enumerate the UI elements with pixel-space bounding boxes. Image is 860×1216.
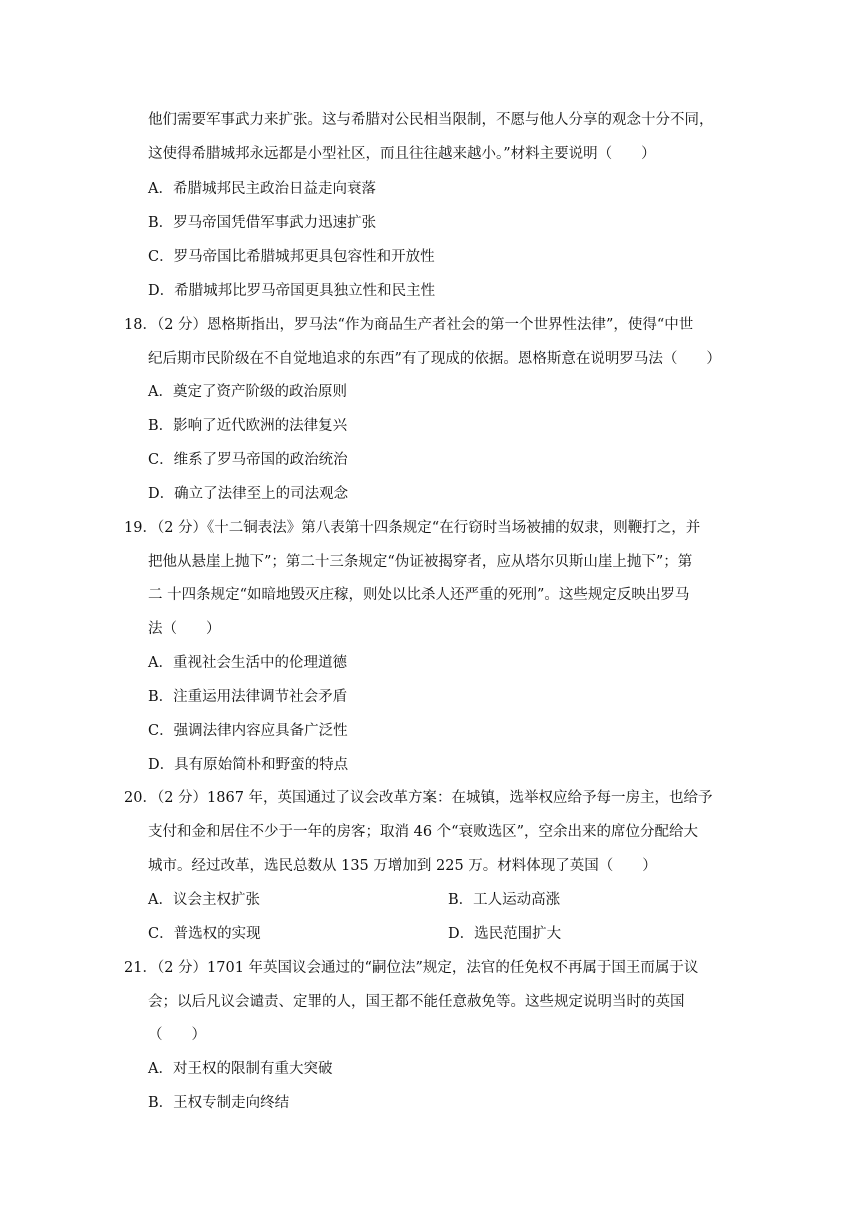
question-stem: 18．（2 分）恩格斯指出，罗马法“作为商品生产者社会的第一个世界性法律”，使得“中世 xyxy=(124,317,694,333)
option-b: B．王权专制走向终结 xyxy=(148,1095,290,1111)
option-c: C．罗马帝国比希腊城邦更具包容性和开放性 xyxy=(148,249,435,265)
option-b: B．工人运动高涨 xyxy=(448,892,561,908)
question-text-line: 会；以后凡议会谴责、定罪的人，国王都不能任意赦免等。这些规定说明当时的英国 xyxy=(148,994,685,1010)
question-stem: 20．（2 分）1867 年，英国通过了议会改革方案：在城镇，选举权应给予每一房主，也给予 xyxy=(124,790,713,806)
question-text-line: 这使得希腊城邦永远都是小型社区，而且往往越来越小。”材料主要说明（ ） xyxy=(148,146,656,162)
option-c: C．维系了罗马帝国的政治统治 xyxy=(148,452,348,468)
option-b: B．注重运用法律调节社会矛盾 xyxy=(148,689,348,705)
question-text-line: 法（ ） xyxy=(148,621,221,637)
option-c: C．强调法律内容应具备广泛性 xyxy=(148,723,348,739)
question-text-line: 城市。经过改革，选民总数从 135 万增加到 225 万。材料体现了英国（ ） xyxy=(148,858,657,874)
option-a: A．重视社会生活中的伦理道德 xyxy=(148,655,347,671)
option-d: D．希腊城邦比罗马帝国更具独立性和民主性 xyxy=(148,283,436,299)
option-a: A．希腊城邦民主政治日益走向衰落 xyxy=(148,181,376,197)
question-stem: 21．（2 分）1701 年英国议会通过的“嗣位法”规定，法官的任免权不再属于国王而属于议 xyxy=(124,960,699,976)
question-stem: 19．（2 分）《十二铜表法》第八表第十四条规定“在行窃时当场被捕的奴隶，则鞭打之，并 xyxy=(124,520,701,536)
question-text-line: （ ） xyxy=(148,1027,206,1043)
question-text-line: 支付和金和居住不少于一年的房客；取消 46 个“衰败选区”，空余出来的席位分配给大 xyxy=(148,824,698,840)
option-d: D．确立了法律至上的司法观念 xyxy=(148,486,349,502)
option-b: B．影响了近代欧洲的法律复兴 xyxy=(148,418,348,434)
option-c: C．普选权的实现 xyxy=(148,926,261,942)
option-d: D．选民范围扩大 xyxy=(448,926,562,942)
question-text-line: 纪后期市民阶级在不自觉地追求的东西”有了现成的依据。恩格斯意在说明罗马法（ ） xyxy=(148,351,721,367)
option-a: A．议会主权扩张 xyxy=(148,892,260,908)
option-d: D．具有原始简朴和野蛮的特点 xyxy=(148,757,349,773)
option-a: A．奠定了资产阶级的政治原则 xyxy=(148,384,347,400)
question-text-line: 二 十四条规定“如暗地毁灭庄稼，则处以比杀人还严重的死刑”。这些规定反映出罗马 xyxy=(148,587,690,603)
option-b: B．罗马帝国凭借军事武力迅速扩张 xyxy=(148,215,377,231)
question-text-line: 把他从悬崖上抛下”；第二十三条规定“伪证被揭穿者，应从塔尔贝斯山崖上抛下”；第 xyxy=(148,554,693,570)
question-text-line: 他们需要军事武力来扩张。这与希腊对公民相当限制，不愿与他人分享的观念十分不同， xyxy=(148,112,714,128)
option-a: A．对王权的限制有重大突破 xyxy=(148,1061,333,1077)
